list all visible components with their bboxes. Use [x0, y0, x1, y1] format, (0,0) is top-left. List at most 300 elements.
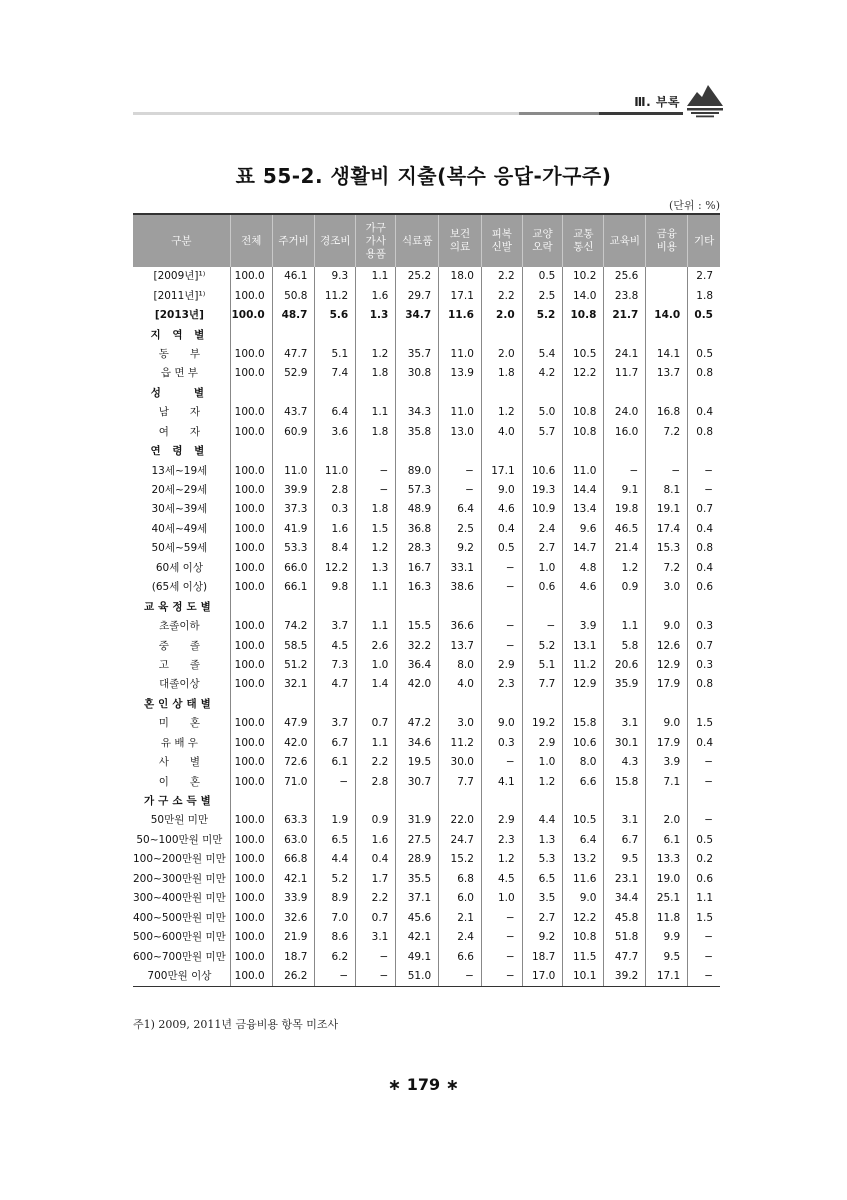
value-cell: 2.7: [522, 539, 563, 558]
value-cell: 47.7: [604, 947, 646, 966]
value-cell: [646, 695, 688, 714]
value-cell: 18.7: [272, 947, 315, 966]
row-label: 대졸이상: [159, 678, 200, 691]
section-row: [133, 442, 720, 461]
value-cell: 4.2: [522, 364, 563, 383]
value-cell: 1.1: [356, 734, 396, 753]
value-cell: [272, 695, 315, 714]
value-cell: 2.1: [439, 908, 482, 927]
value-cell: 100.0: [230, 967, 272, 987]
table-row: [133, 461, 720, 480]
value-cell: 1.3: [356, 306, 396, 325]
value-cell: 13.9: [439, 364, 482, 383]
value-cell: 16.0: [604, 423, 646, 442]
value-cell: 2.9: [522, 734, 563, 753]
value-cell: 0.4: [688, 520, 720, 539]
value-cell: [563, 695, 604, 714]
value-cell: 32.1: [272, 675, 315, 694]
value-cell: 72.6: [272, 753, 315, 772]
value-cell: 39.9: [272, 481, 315, 500]
value-cell: 1.7: [356, 870, 396, 889]
value-cell: 100.0: [230, 306, 272, 325]
row-label: 초졸이하: [159, 620, 200, 633]
value-cell: 9.1: [604, 481, 646, 500]
row-label: (65세 이상): [151, 581, 208, 594]
row-label: 400~500만원 미만: [133, 911, 226, 924]
value-cell: 0.4: [481, 520, 522, 539]
value-cell: 2.0: [646, 811, 688, 830]
value-cell: 1.1: [356, 578, 396, 597]
row-label: 40세~49세: [151, 522, 208, 535]
value-cell: 19.1: [646, 500, 688, 519]
value-cell: [522, 597, 563, 616]
value-cell: 31.9: [396, 811, 439, 830]
value-cell: 16.7: [396, 559, 439, 578]
value-cell: 0.3: [315, 500, 356, 519]
value-cell: 33.1: [439, 559, 482, 578]
value-cell: −: [481, 908, 522, 927]
value-cell: 0.5: [688, 831, 720, 850]
value-cell: 41.9: [272, 520, 315, 539]
value-cell: 71.0: [272, 772, 315, 791]
value-cell: 25.6: [604, 267, 646, 286]
value-cell: 49.1: [396, 947, 439, 966]
value-cell: [230, 384, 272, 403]
table-row: [133, 559, 720, 578]
table-row: [133, 889, 720, 908]
value-cell: 2.2: [481, 267, 522, 286]
value-cell: 23.8: [604, 286, 646, 305]
table-row: [133, 753, 720, 772]
value-cell: 1.3: [522, 831, 563, 850]
row-label: 미 혼: [158, 717, 201, 730]
value-cell: 1.2: [522, 772, 563, 791]
value-cell: 100.0: [230, 928, 272, 947]
value-cell: 7.2: [646, 423, 688, 442]
value-cell: 4.4: [315, 850, 356, 869]
value-cell: 0.3: [688, 617, 720, 636]
value-cell: 100.0: [230, 403, 272, 422]
section-row: [133, 695, 720, 714]
section-label: 혼인상태별: [144, 697, 215, 710]
value-cell: 34.3: [396, 403, 439, 422]
value-cell: 9.9: [646, 928, 688, 947]
value-cell: 10.6: [563, 734, 604, 753]
value-cell: 35.8: [396, 423, 439, 442]
value-cell: [563, 442, 604, 461]
value-cell: −: [481, 636, 522, 655]
value-cell: 0.9: [356, 811, 396, 830]
value-cell: 100.0: [230, 364, 272, 383]
value-cell: 1.1: [688, 889, 720, 908]
value-cell: 32.2: [396, 636, 439, 655]
value-cell: [522, 325, 563, 344]
value-cell: [481, 695, 522, 714]
value-cell: 0.4: [688, 559, 720, 578]
value-cell: 100.0: [230, 908, 272, 927]
value-cell: [230, 597, 272, 616]
value-cell: 17.9: [646, 675, 688, 694]
section-label: 교육정도별: [144, 600, 215, 613]
table-row: [133, 772, 720, 791]
value-cell: −: [688, 753, 720, 772]
value-cell: [481, 597, 522, 616]
value-cell: 1.1: [356, 267, 396, 286]
table-row: [133, 947, 720, 966]
value-cell: 13.7: [439, 636, 482, 655]
value-cell: 63.0: [272, 831, 315, 850]
table-row: [133, 928, 720, 947]
value-cell: 27.5: [396, 831, 439, 850]
value-cell: [230, 695, 272, 714]
value-cell: [230, 792, 272, 811]
value-cell: 1.6: [356, 286, 396, 305]
value-cell: 33.9: [272, 889, 315, 908]
value-cell: 3.1: [604, 714, 646, 733]
value-cell: −: [439, 481, 482, 500]
value-cell: 11.0: [315, 461, 356, 480]
value-cell: 4.6: [481, 500, 522, 519]
value-cell: 51.0: [396, 967, 439, 987]
row-label: 30세~39세: [151, 503, 208, 516]
value-cell: 2.4: [522, 520, 563, 539]
value-cell: 6.8: [439, 870, 482, 889]
value-cell: −: [688, 947, 720, 966]
row-label: 300~400만원 미만: [133, 892, 226, 905]
value-cell: 8.6: [315, 928, 356, 947]
value-cell: 5.0: [522, 403, 563, 422]
value-cell: 9.0: [646, 617, 688, 636]
value-cell: 1.6: [315, 520, 356, 539]
value-cell: 2.9: [481, 811, 522, 830]
value-cell: 13.1: [563, 636, 604, 655]
column-header: 기타: [688, 214, 720, 267]
value-cell: 5.3: [522, 850, 563, 869]
row-label: 이 혼: [158, 775, 201, 788]
value-cell: 5.8: [604, 636, 646, 655]
value-cell: 4.0: [481, 423, 522, 442]
value-cell: −: [315, 967, 356, 987]
value-cell: 0.9: [604, 578, 646, 597]
value-cell: −: [522, 617, 563, 636]
column-header: 교양 오락: [522, 214, 563, 267]
value-cell: 7.0: [315, 908, 356, 927]
value-cell: 100.0: [230, 831, 272, 850]
value-cell: 4.5: [315, 636, 356, 655]
value-cell: −: [481, 559, 522, 578]
value-cell: 100.0: [230, 461, 272, 480]
value-cell: 46.1: [272, 267, 315, 286]
value-cell: 6.7: [315, 734, 356, 753]
value-cell: 66.0: [272, 559, 315, 578]
value-cell: 8.4: [315, 539, 356, 558]
value-cell: [481, 792, 522, 811]
header-rule-mid: [519, 112, 599, 115]
value-cell: 36.8: [396, 520, 439, 539]
value-cell: 17.1: [481, 461, 522, 480]
value-cell: 2.7: [522, 908, 563, 927]
row-label: 읍 면 부: [160, 367, 198, 380]
row-label: 700만원 이상: [133, 967, 230, 987]
value-cell: 52.9: [272, 364, 315, 383]
row-label: 13세~19세: [151, 464, 208, 477]
value-cell: 46.5: [604, 520, 646, 539]
value-cell: 6.5: [522, 870, 563, 889]
value-cell: [439, 597, 482, 616]
value-cell: 3.1: [604, 811, 646, 830]
value-cell: [688, 695, 720, 714]
value-cell: 9.0: [481, 481, 522, 500]
value-cell: 1.5: [688, 908, 720, 927]
value-cell: 35.9: [604, 675, 646, 694]
table-row: [133, 617, 720, 636]
value-cell: 0.4: [688, 403, 720, 422]
value-cell: 17.9: [646, 734, 688, 753]
column-header: 전체: [230, 214, 272, 267]
value-cell: 3.7: [315, 714, 356, 733]
value-cell: [396, 792, 439, 811]
value-cell: [688, 325, 720, 344]
column-header: 피복 신발: [481, 214, 522, 267]
value-cell: 4.7: [315, 675, 356, 694]
value-cell: 100.0: [230, 656, 272, 675]
value-cell: 1.8: [356, 500, 396, 519]
value-cell: 12.6: [646, 636, 688, 655]
value-cell: 1.5: [356, 520, 396, 539]
value-cell: 13.0: [439, 423, 482, 442]
value-cell: 9.0: [646, 714, 688, 733]
table-row: [133, 675, 720, 694]
section-label: 성 별: [150, 386, 209, 399]
value-cell: 48.7: [272, 306, 315, 325]
value-cell: [230, 442, 272, 461]
value-cell: 1.9: [315, 811, 356, 830]
value-cell: −: [688, 967, 720, 987]
table-row: [133, 714, 720, 733]
value-cell: 2.7: [688, 267, 720, 286]
value-cell: [688, 442, 720, 461]
row-label: 유 배 우: [160, 736, 198, 749]
value-cell: 1.2: [356, 539, 396, 558]
value-cell: [315, 442, 356, 461]
value-cell: 100.0: [230, 520, 272, 539]
column-header: 구분: [133, 214, 230, 267]
value-cell: 30.8: [396, 364, 439, 383]
value-cell: 25.1: [646, 889, 688, 908]
value-cell: 6.4: [315, 403, 356, 422]
value-cell: 6.5: [315, 831, 356, 850]
value-cell: 35.5: [396, 870, 439, 889]
column-header: 보건 의료: [439, 214, 482, 267]
value-cell: 0.5: [481, 539, 522, 558]
value-cell: 15.8: [604, 772, 646, 791]
value-cell: 2.9: [481, 656, 522, 675]
value-cell: 100.0: [230, 889, 272, 908]
row-label: [2011년]¹⁾: [153, 289, 206, 302]
section-header: Ⅲ. 부록: [634, 95, 680, 109]
value-cell: [439, 442, 482, 461]
value-cell: −: [481, 578, 522, 597]
value-cell: 1.0: [481, 889, 522, 908]
value-cell: 37.3: [272, 500, 315, 519]
value-cell: 13.3: [646, 850, 688, 869]
value-cell: 9.5: [604, 850, 646, 869]
value-cell: 6.6: [439, 947, 482, 966]
value-cell: 100.0: [230, 734, 272, 753]
value-cell: −: [481, 947, 522, 966]
value-cell: [646, 325, 688, 344]
table-row: [133, 656, 720, 675]
value-cell: [396, 325, 439, 344]
value-cell: 0.2: [688, 850, 720, 869]
value-cell: 42.1: [272, 870, 315, 889]
value-cell: 9.2: [439, 539, 482, 558]
value-cell: 9.0: [563, 889, 604, 908]
value-cell: 9.2: [522, 928, 563, 947]
value-cell: 10.2: [563, 267, 604, 286]
value-cell: 7.7: [522, 675, 563, 694]
value-cell: 0.7: [688, 636, 720, 655]
value-cell: 2.3: [481, 831, 522, 850]
column-header: 식료품: [396, 214, 439, 267]
column-header: 교육비: [604, 214, 646, 267]
value-cell: −: [356, 461, 396, 480]
row-label: 50세~59세: [151, 542, 208, 555]
value-cell: −: [688, 811, 720, 830]
table-title: 표 55-2. 생활비 지출(복수 응답-가구주): [235, 164, 612, 188]
table-row: [133, 286, 720, 305]
value-cell: 8.0: [563, 753, 604, 772]
value-cell: [688, 384, 720, 403]
value-cell: 22.0: [439, 811, 482, 830]
value-cell: 12.9: [563, 675, 604, 694]
value-cell: 11.6: [439, 306, 482, 325]
value-cell: [604, 792, 646, 811]
value-cell: −: [646, 461, 688, 480]
row-label: 500~600만원 미만: [133, 931, 226, 944]
value-cell: 7.4: [315, 364, 356, 383]
table-header-row: [133, 214, 720, 267]
value-cell: 30.7: [396, 772, 439, 791]
value-cell: [646, 384, 688, 403]
value-cell: 10.8: [563, 306, 604, 325]
value-cell: 1.0: [522, 753, 563, 772]
value-cell: [604, 695, 646, 714]
value-cell: 1.0: [356, 656, 396, 675]
value-cell: 16.3: [396, 578, 439, 597]
value-cell: 3.1: [356, 928, 396, 947]
table-row: [133, 364, 720, 383]
table-row: [133, 908, 720, 927]
value-cell: 100.0: [230, 617, 272, 636]
value-cell: 51.2: [272, 656, 315, 675]
value-cell: [439, 792, 482, 811]
value-cell: 10.8: [563, 403, 604, 422]
unit-label: (단위 : %): [669, 199, 720, 212]
value-cell: 100.0: [230, 286, 272, 305]
value-cell: 11.5: [563, 947, 604, 966]
value-cell: 0.6: [522, 578, 563, 597]
table-row: [133, 578, 720, 597]
value-cell: [646, 597, 688, 616]
value-cell: 0.7: [688, 500, 720, 519]
value-cell: 2.3: [481, 675, 522, 694]
section-label: 연 령 별: [150, 445, 209, 458]
value-cell: 1.1: [356, 403, 396, 422]
value-cell: −: [481, 753, 522, 772]
value-cell: 5.1: [315, 345, 356, 364]
value-cell: 45.8: [604, 908, 646, 927]
value-cell: 11.0: [439, 403, 482, 422]
value-cell: 32.6: [272, 908, 315, 927]
value-cell: 66.8: [272, 850, 315, 869]
table-row: [133, 306, 720, 325]
value-cell: −: [439, 967, 482, 987]
value-cell: 0.6: [688, 870, 720, 889]
value-cell: 38.6: [439, 578, 482, 597]
value-cell: 6.6: [563, 772, 604, 791]
value-cell: 18.0: [439, 267, 482, 286]
value-cell: 66.1: [272, 578, 315, 597]
value-cell: 11.0: [272, 461, 315, 480]
value-cell: 63.3: [272, 811, 315, 830]
value-cell: 5.2: [315, 870, 356, 889]
value-cell: 24.7: [439, 831, 482, 850]
value-cell: 2.2: [356, 753, 396, 772]
value-cell: 30.1: [604, 734, 646, 753]
value-cell: [646, 267, 688, 286]
value-cell: 0.8: [688, 539, 720, 558]
value-cell: 19.2: [522, 714, 563, 733]
value-cell: 47.9: [272, 714, 315, 733]
value-cell: [396, 384, 439, 403]
value-cell: 0.5: [688, 306, 720, 325]
value-cell: 5.6: [315, 306, 356, 325]
column-header: 교통 통신: [563, 214, 604, 267]
value-cell: 9.8: [315, 578, 356, 597]
value-cell: 2.5: [439, 520, 482, 539]
value-cell: [563, 325, 604, 344]
value-cell: 1.8: [481, 364, 522, 383]
value-cell: 19.3: [522, 481, 563, 500]
value-cell: [396, 442, 439, 461]
value-cell: [646, 442, 688, 461]
value-cell: [272, 384, 315, 403]
value-cell: 11.8: [646, 908, 688, 927]
value-cell: 1.6: [356, 831, 396, 850]
value-cell: 5.2: [522, 636, 563, 655]
value-cell: 25.2: [396, 267, 439, 286]
value-cell: 16.8: [646, 403, 688, 422]
row-label: 사 별: [158, 756, 201, 769]
table-row: [133, 267, 720, 286]
table-row: [133, 500, 720, 519]
value-cell: 60.9: [272, 423, 315, 442]
value-cell: [315, 792, 356, 811]
value-cell: 6.4: [563, 831, 604, 850]
column-header: 금융 비용: [646, 214, 688, 267]
row-label: 50만원 미만: [150, 814, 209, 827]
value-cell: [604, 384, 646, 403]
value-cell: 57.3: [396, 481, 439, 500]
value-cell: 6.1: [315, 753, 356, 772]
value-cell: 43.7: [272, 403, 315, 422]
value-cell: [356, 442, 396, 461]
value-cell: [272, 325, 315, 344]
value-cell: 15.2: [439, 850, 482, 869]
value-cell: 12.2: [563, 364, 604, 383]
value-cell: −: [356, 481, 396, 500]
